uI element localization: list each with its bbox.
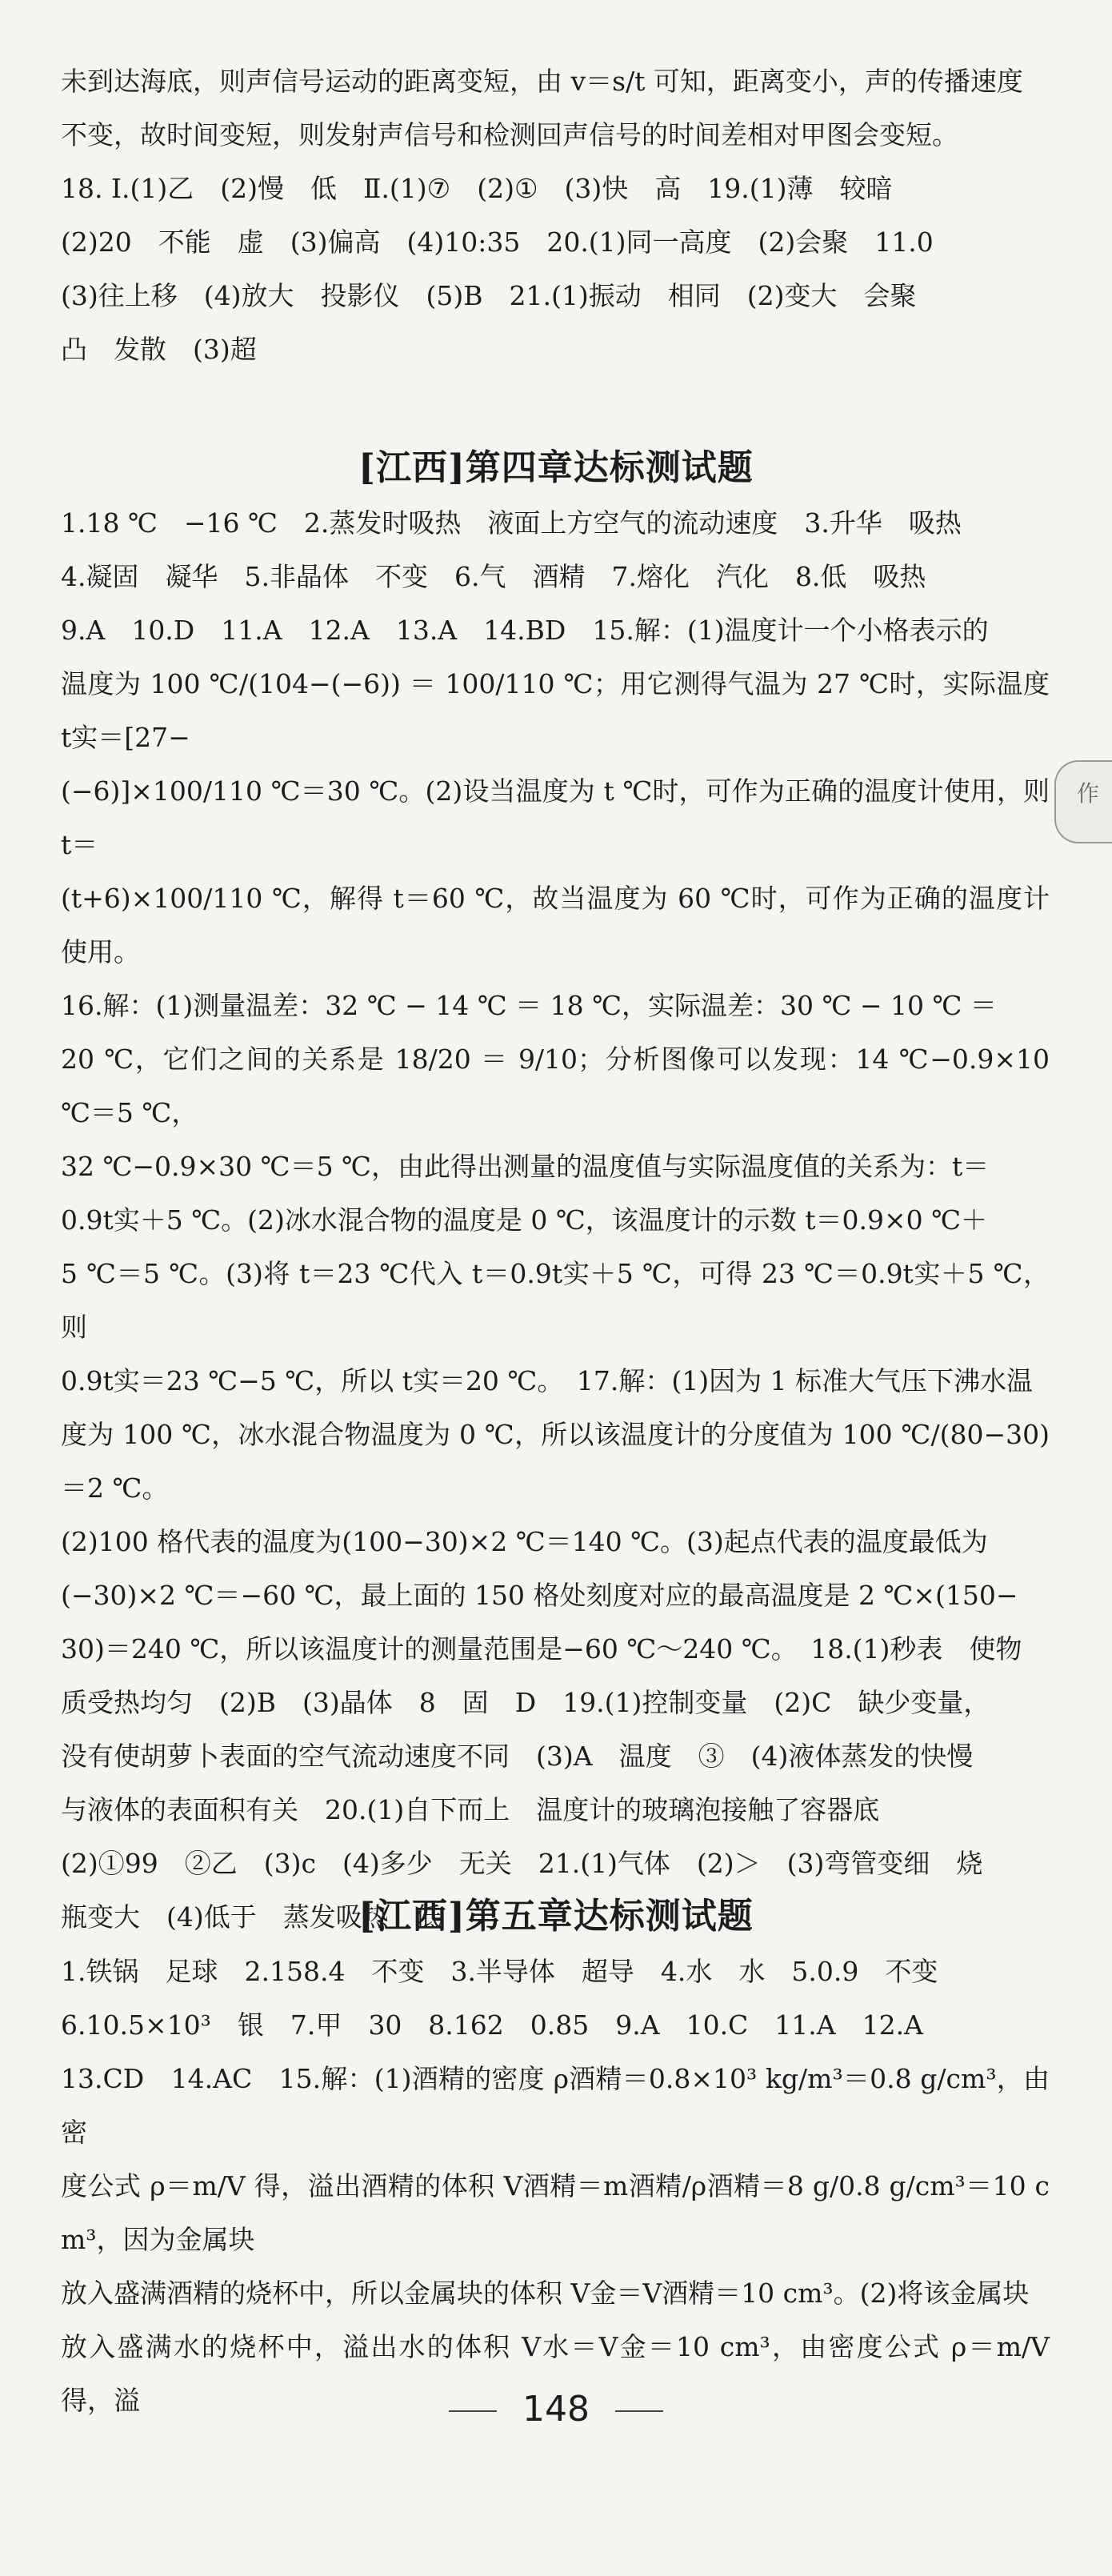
text-line: 放入盛满酒精的烧杯中，所以金属块的体积 V金＝V酒精＝10 cm³。(2)将该金属块 <box>61 2278 1030 2309</box>
text-line: (t+6)×100/110 ℃，解得 t＝60 ℃，故当温度为 60 ℃时，可作为正确的温度计使用。 <box>61 883 1050 968</box>
page-footer <box>0 2389 1112 2430</box>
footer-dash-left <box>449 2410 497 2412</box>
section-top <box>61 54 1050 376</box>
text-line: 0.9t实＝23 ℃−5 ℃，所以 t实＝20 ℃。 17.解：(1)因为 1 标准大气压下沸水温 <box>61 1365 1034 1396</box>
text-line: 未到达海底，则声信号运动的距离变短，由 v＝s/t 可知，距离变小，声的传播速度 <box>61 66 1023 97</box>
text-line: 没有使胡萝卜表面的空气流动速度不同 (3)A 温度 ③ (4)液体蒸发的快慢 <box>61 1741 974 1772</box>
text-line: 瓶变大 (4)低于 蒸发吸热 低 <box>61 1901 442 1933</box>
chapter5-answers <box>61 1945 1050 2427</box>
chapter4-title: [江西]第四章达标测试题 <box>358 447 754 488</box>
text-line: 度为 100 ℃，冰水混合物温度为 0 ℃，所以该温度计的分度值为 100 ℃/(80−30) ＝2 ℃。 <box>61 1419 1050 1504</box>
page-number: 148 <box>522 2389 590 2430</box>
text-line: 与液体的表面积有关 20.(1)自下而上 温度计的玻璃泡接触了容器底 <box>61 1794 880 1825</box>
text-line: (2)20 不能 虚 (3)偏高 (4)10:35 20.(1)同一高度 (2)会聚 11.0 <box>61 226 934 258</box>
text-line: 1.铁锅 足球 2.158.4 不变 3.半导体 超导 4.水 水 5.0.9 不变 <box>61 1956 938 1987</box>
margin-tab <box>1054 760 1112 843</box>
text-line: 4.凝固 凝华 5.非晶体 不变 6.气 酒精 7.熔化 汽化 8.低 吸热 <box>61 561 926 592</box>
chapter5-title: [江西]第五章达标测试题 <box>358 1896 754 1937</box>
text-line: 度公式 ρ＝m/V 得，溢出酒精的体积 V酒精＝m酒精/ρ酒精＝8 g/0.8 g/cm³＝10 cm³，因为金属块 <box>61 2170 1050 2255</box>
text-line: 不变，故时间变短，则发射声信号和检测回声信号的时间差相对甲图会变短。 <box>61 119 958 150</box>
text-line: 16.解：(1)测量温差：32 ℃ − 14 ℃ ＝ 18 ℃，实际温差：30 ℃ − 10 ℃ ＝ <box>61 990 997 1021</box>
text-line: 放入盛满水的烧杯中，溢出水的体积 V水＝V金＝10 cm³，由密度公式 ρ＝m/V 得，溢 <box>61 2331 1050 2416</box>
text-line: 凸 发散 (3)超 <box>61 334 257 365</box>
text-line: (2)①99 ②乙 (3)c (4)多少 无关 21.(1)气体 (2)＞ (3)弯管变细 烧 <box>61 1848 983 1879</box>
text-line: (3)往上移 (4)放大 投影仪 (5)B 21.(1)振动 相同 (2)变大 会聚 <box>61 280 917 311</box>
text-line: 9.A 10.D 11.A 12.A 13.A 14.BD 15.解：(1)温度计一个小格表示的 <box>61 615 989 646</box>
text-line: 温度为 100 ℃/(104−(−6)) ＝ 100/110 ℃；用它测得气温为 27 ℃时，实际温度 t实＝[27− <box>61 668 1050 753</box>
text-line: (2)100 格代表的温度为(100−30)×2 ℃＝140 ℃。(3)起点代表的温度最低为 <box>61 1526 988 1557</box>
text-line: 0.9t实＋5 ℃。(2)冰水混合物的温度是 0 ℃，该温度计的示数 t＝0.9×0 ℃＋ <box>61 1204 988 1236</box>
text-line: (−6)]×100/110 ℃＝30 ℃。(2)设当温度为 t ℃时，可作为正确的温度计使用，则t＝ <box>61 775 1050 860</box>
margin-tab-glyph: 作 <box>1077 780 1100 807</box>
text-line: 5 ℃＝5 ℃。(3)将 t＝23 ℃代入 t＝0.9t实＋5 ℃，可得 23 ℃＝0.9t实＋5 ℃，则 <box>61 1258 1050 1343</box>
text-line: 质受热均匀 (2)B (3)晶体 8 固 D 19.(1)控制变量 (2)C 缺少变量， <box>61 1687 990 1718</box>
text-line: 1.18 ℃ −16 ℃ 2.蒸发时吸热 液面上方空气的流动速度 3.升华 吸热 <box>61 507 962 539</box>
text-line: 13.CD 14.AC 15.解：(1)酒精的密度 ρ酒精＝0.8×10³ kg/m³＝0.8 g/cm³，由密 <box>61 2063 1050 2148</box>
text-line: (−30)×2 ℃＝−60 ℃，最上面的 150 格处刻度对应的最高温度是 2 ℃×(150− <box>61 1580 1018 1611</box>
text-line: 6.10.5×10³ 银 7.甲 30 8.162 0.85 9.A 10.C 11.A 12.A <box>61 2009 923 2041</box>
footer-dash-right <box>615 2410 663 2412</box>
text-line: 18. Ⅰ.(1)乙 (2)慢 低 Ⅱ.(1)⑦ (2)① (3)快 高 19.(1)薄 较暗 <box>61 173 893 204</box>
text-line: 20 ℃，它们之间的关系是 18/20 ＝ 9/10；分析图像可以发现：14 ℃−0.9×10 ℃＝5 ℃， <box>61 1044 1050 1128</box>
text-line: 30)＝240 ℃，所以该温度计的测量范围是−60 ℃～240 ℃。 18.(1)秒表 使物 <box>61 1633 1022 1665</box>
chapter4-answers <box>61 496 1050 1944</box>
text-line: 32 ℃−0.9×30 ℃＝5 ℃，由此得出测量的温度值与实际温度值的关系为：t＝ <box>61 1151 990 1182</box>
